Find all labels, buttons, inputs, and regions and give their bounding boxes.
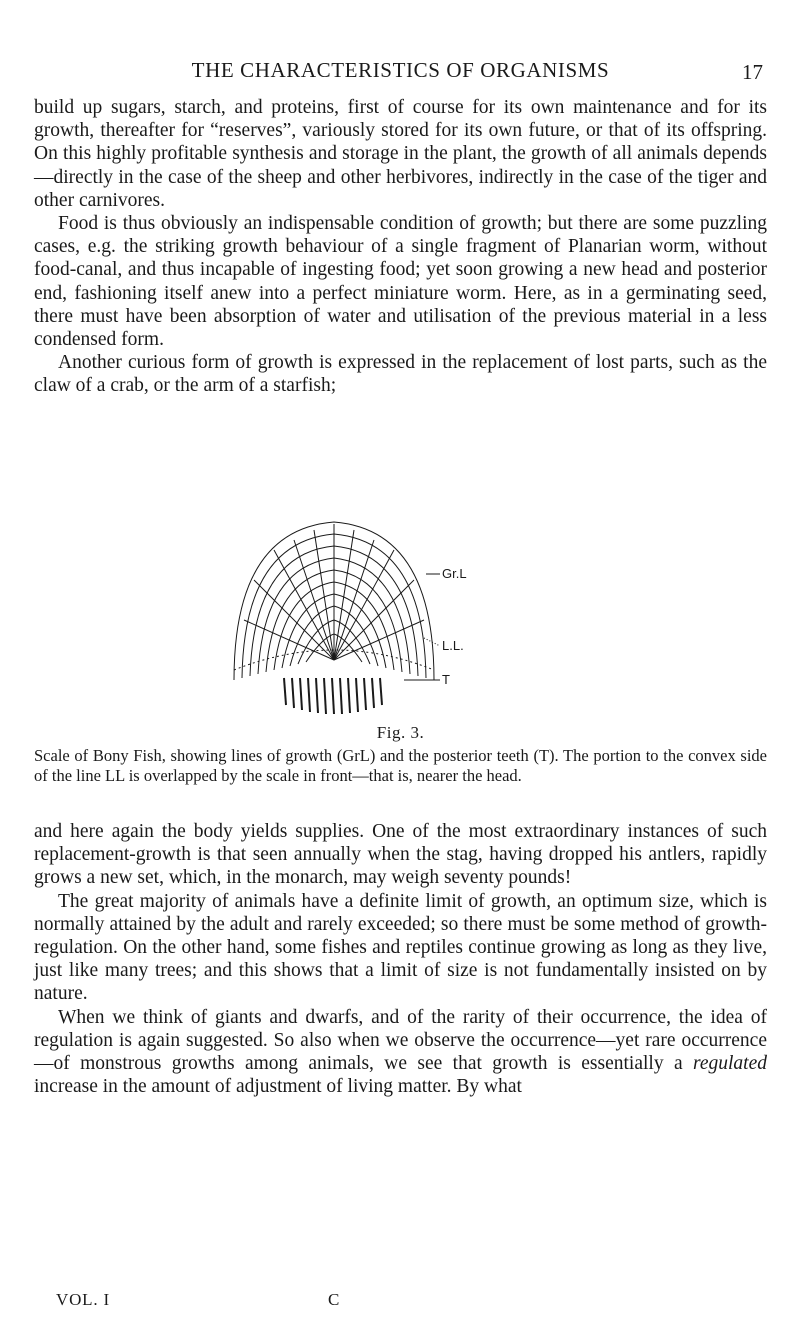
- page-footer: [56, 1290, 556, 1314]
- volume-mark: VOL. I: [56, 1290, 110, 1309]
- running-title: THE CHARACTERISTICS OF ORGANISMS: [191, 58, 610, 82]
- italic-term: regulated: [692, 1053, 767, 1075]
- fish-scale-figure: [214, 510, 467, 715]
- body-text-bottom: [34, 820, 767, 1098]
- paragraph-text: When we think of giants and dwarfs, and of the rarity of their occurrence, the idea of regulation is again suggested. So also when we observe the occurrence—yet rare occurrence—of monstrous growths among animals, we see that growth is essentially a: [34, 1006, 767, 1075]
- body-text-top: [34, 96, 767, 398]
- paragraph: The great majority of animals have a definite limit of growth, an optimum size, which is normally attained by the adult and rarely exceeded; so there must be some method of growth-regulation. On the other hand, some fishes and reptiles continue growing as long as they live, just like many trees; and this shows that a limit of size is not fundamentally insisted on by nature.: [34, 890, 767, 1005]
- label-growth-line: Gr.L: [442, 566, 467, 581]
- paragraph: and here again the body yields supplies. One of the most extraordinary instances of such replacement-growth is that seen annually when the stag, having dropped his antlers, rapidly grows a new set, which, in the monarch, may weigh seventy pounds!: [34, 821, 767, 889]
- paragraph: [34, 1006, 767, 1099]
- fish-scale-illustration: [214, 510, 464, 715]
- paragraph-text: increase in the amount of adjustment of living matter. By what: [34, 1076, 522, 1098]
- signature-mark: C: [328, 1290, 341, 1309]
- page-number: 17: [742, 60, 763, 84]
- paragraph: Food is thus obviously an indispensable condition of growth; but there are some puzzling cases, e.g. the striking growth behaviour of a single fragment of Planarian worm, without food-canal, and thus incapable of ingesting food; yet soon growing a new head and posterior end, fashioning itself anew into a perfect miniature worm. Here, as in a germinating seed, there must have been absorption of water and utilisation of the previous material in a less condensed form.: [34, 213, 767, 351]
- figure-caption-text: Scale of Bony Fish, showing lines of growth (GrL) and the posterior teeth (T). The portion to the convex side of the line LL is overlapped by the scale in front—that is, nearer the head.: [34, 746, 767, 785]
- paragraph: build up sugars, starch, and proteins, first of course for its own maintenance and for its growth, thereafter for “reserves”, variously stored for its own future, or that of its offspring. On this highly profitable synthesis and storage in the plant, the growth of all animals depends—directly in the case of the sheep and other herbivores, indirectly in the case of the tiger and other carnivores.: [34, 97, 767, 211]
- label-teeth: T: [442, 672, 450, 687]
- paragraph: Another curious form of growth is expressed in the replacement of lost parts, such as the claw of a crab, or the arm of a starfish;: [34, 352, 767, 397]
- running-head: [34, 58, 767, 86]
- label-overlap-line: L.L.: [442, 638, 464, 653]
- figure-caption-title: Fig. 3.: [376, 723, 425, 742]
